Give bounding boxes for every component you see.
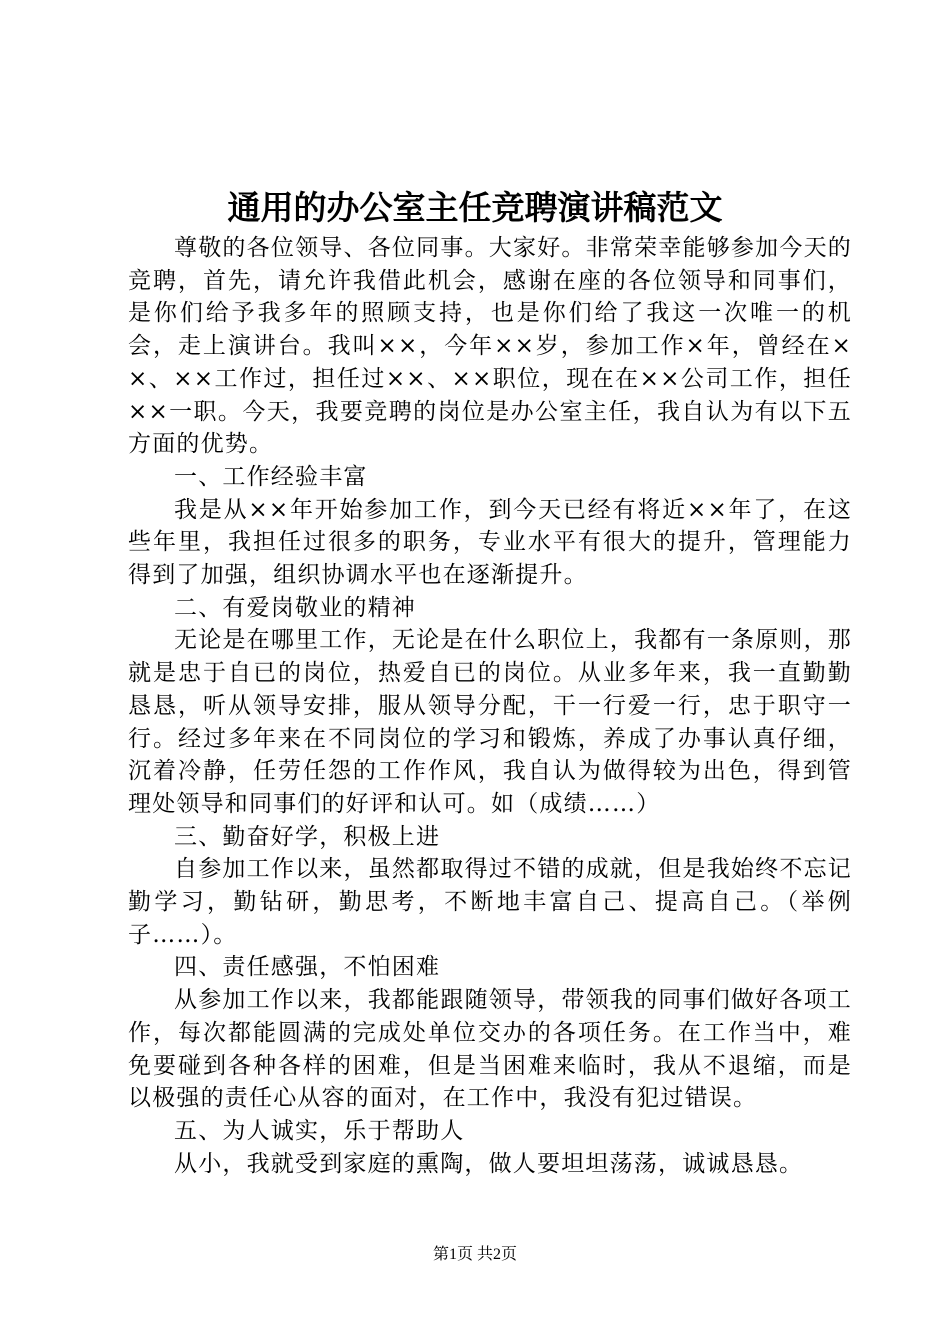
document-title: 通用的办公室主任竞聘演讲稿范文: [227, 188, 723, 227]
section-heading-4: 四、责任感强，不怕困难: [174, 954, 441, 981]
paragraph-section-5: 从小，我就受到家庭的熏陶，做人要坦坦荡荡，诚诚恳恳。: [174, 1150, 804, 1177]
page-number-footer: 第1页 共2页: [432, 1246, 517, 1263]
paragraph-intro: 尊敬的各位领导、各位同事。大家好。非常荣幸能够参加今天的竞聘，首先，请允许我借此机会，感谢在座的各位领导和同事们，是你们给予我多年的照顾支持，也是你们给了我这一次唯一的机会，走上演讲台。我叫××，今年××岁，参加工作×年，曾经在××、××工作过，担任过××、××职位，现在在××公司工作，担任××一职。今天，我要竞聘的岗位是办公室主任，我自认为有以下五方面的优势。: [128, 235, 852, 458]
paragraph-section-3: 自参加工作以来，虽然都取得过不错的成就，但是我始终不忘记勤学习，勤钻研，勤思考，不断地丰富自己、提高自己。（举例子……）。: [128, 856, 852, 948]
paragraph-section-2: 无论是在哪里工作，无论是在什么职位上，我都有一条原则，那就是忠于自已的岗位，热爱自已的岗位。从业多年来，我一直勤勤恳恳，听从领导安排，服从领导分配，干一行爱一行，忠于职守一行。经过多年来在不同岗位的学习和锻炼，养成了办事认真仔细，沉着冷静，任劳任怨的工作作风，我自认为做得较为出色，得到管理处领导和同事们的好评和认可。如（成绩……）: [128, 627, 852, 817]
section-heading-1: 一、工作经验丰富: [174, 463, 368, 490]
paragraph-section-4: 从参加工作以来，我都能跟随领导，带领我的同事们做好各项工作，每次都能圆满的完成处单位交办的各项任务。在工作当中，难免要碰到各种各样的困难，但是当困难来临时，我从不退缩，而是以极强的责任心从容的面对，在工作中，我没有犯过错误。: [128, 987, 852, 1112]
paragraph-section-1: 我是从××年开始参加工作，到今天已经有将近××年了，在这些年里，我担任过很多的职务，专业水平有很大的提升，管理能力得到了加强，组织协调水平也在逐渐提升。: [128, 496, 852, 589]
section-heading-3: 三、勤奋好学，积极上进: [174, 823, 441, 850]
section-heading-5: 五、为人诚实，乐于帮助人: [174, 1117, 465, 1144]
document-body: [128, 232, 852, 1180]
section-heading-2: 二、有爱岗敬业的精神: [174, 594, 416, 621]
